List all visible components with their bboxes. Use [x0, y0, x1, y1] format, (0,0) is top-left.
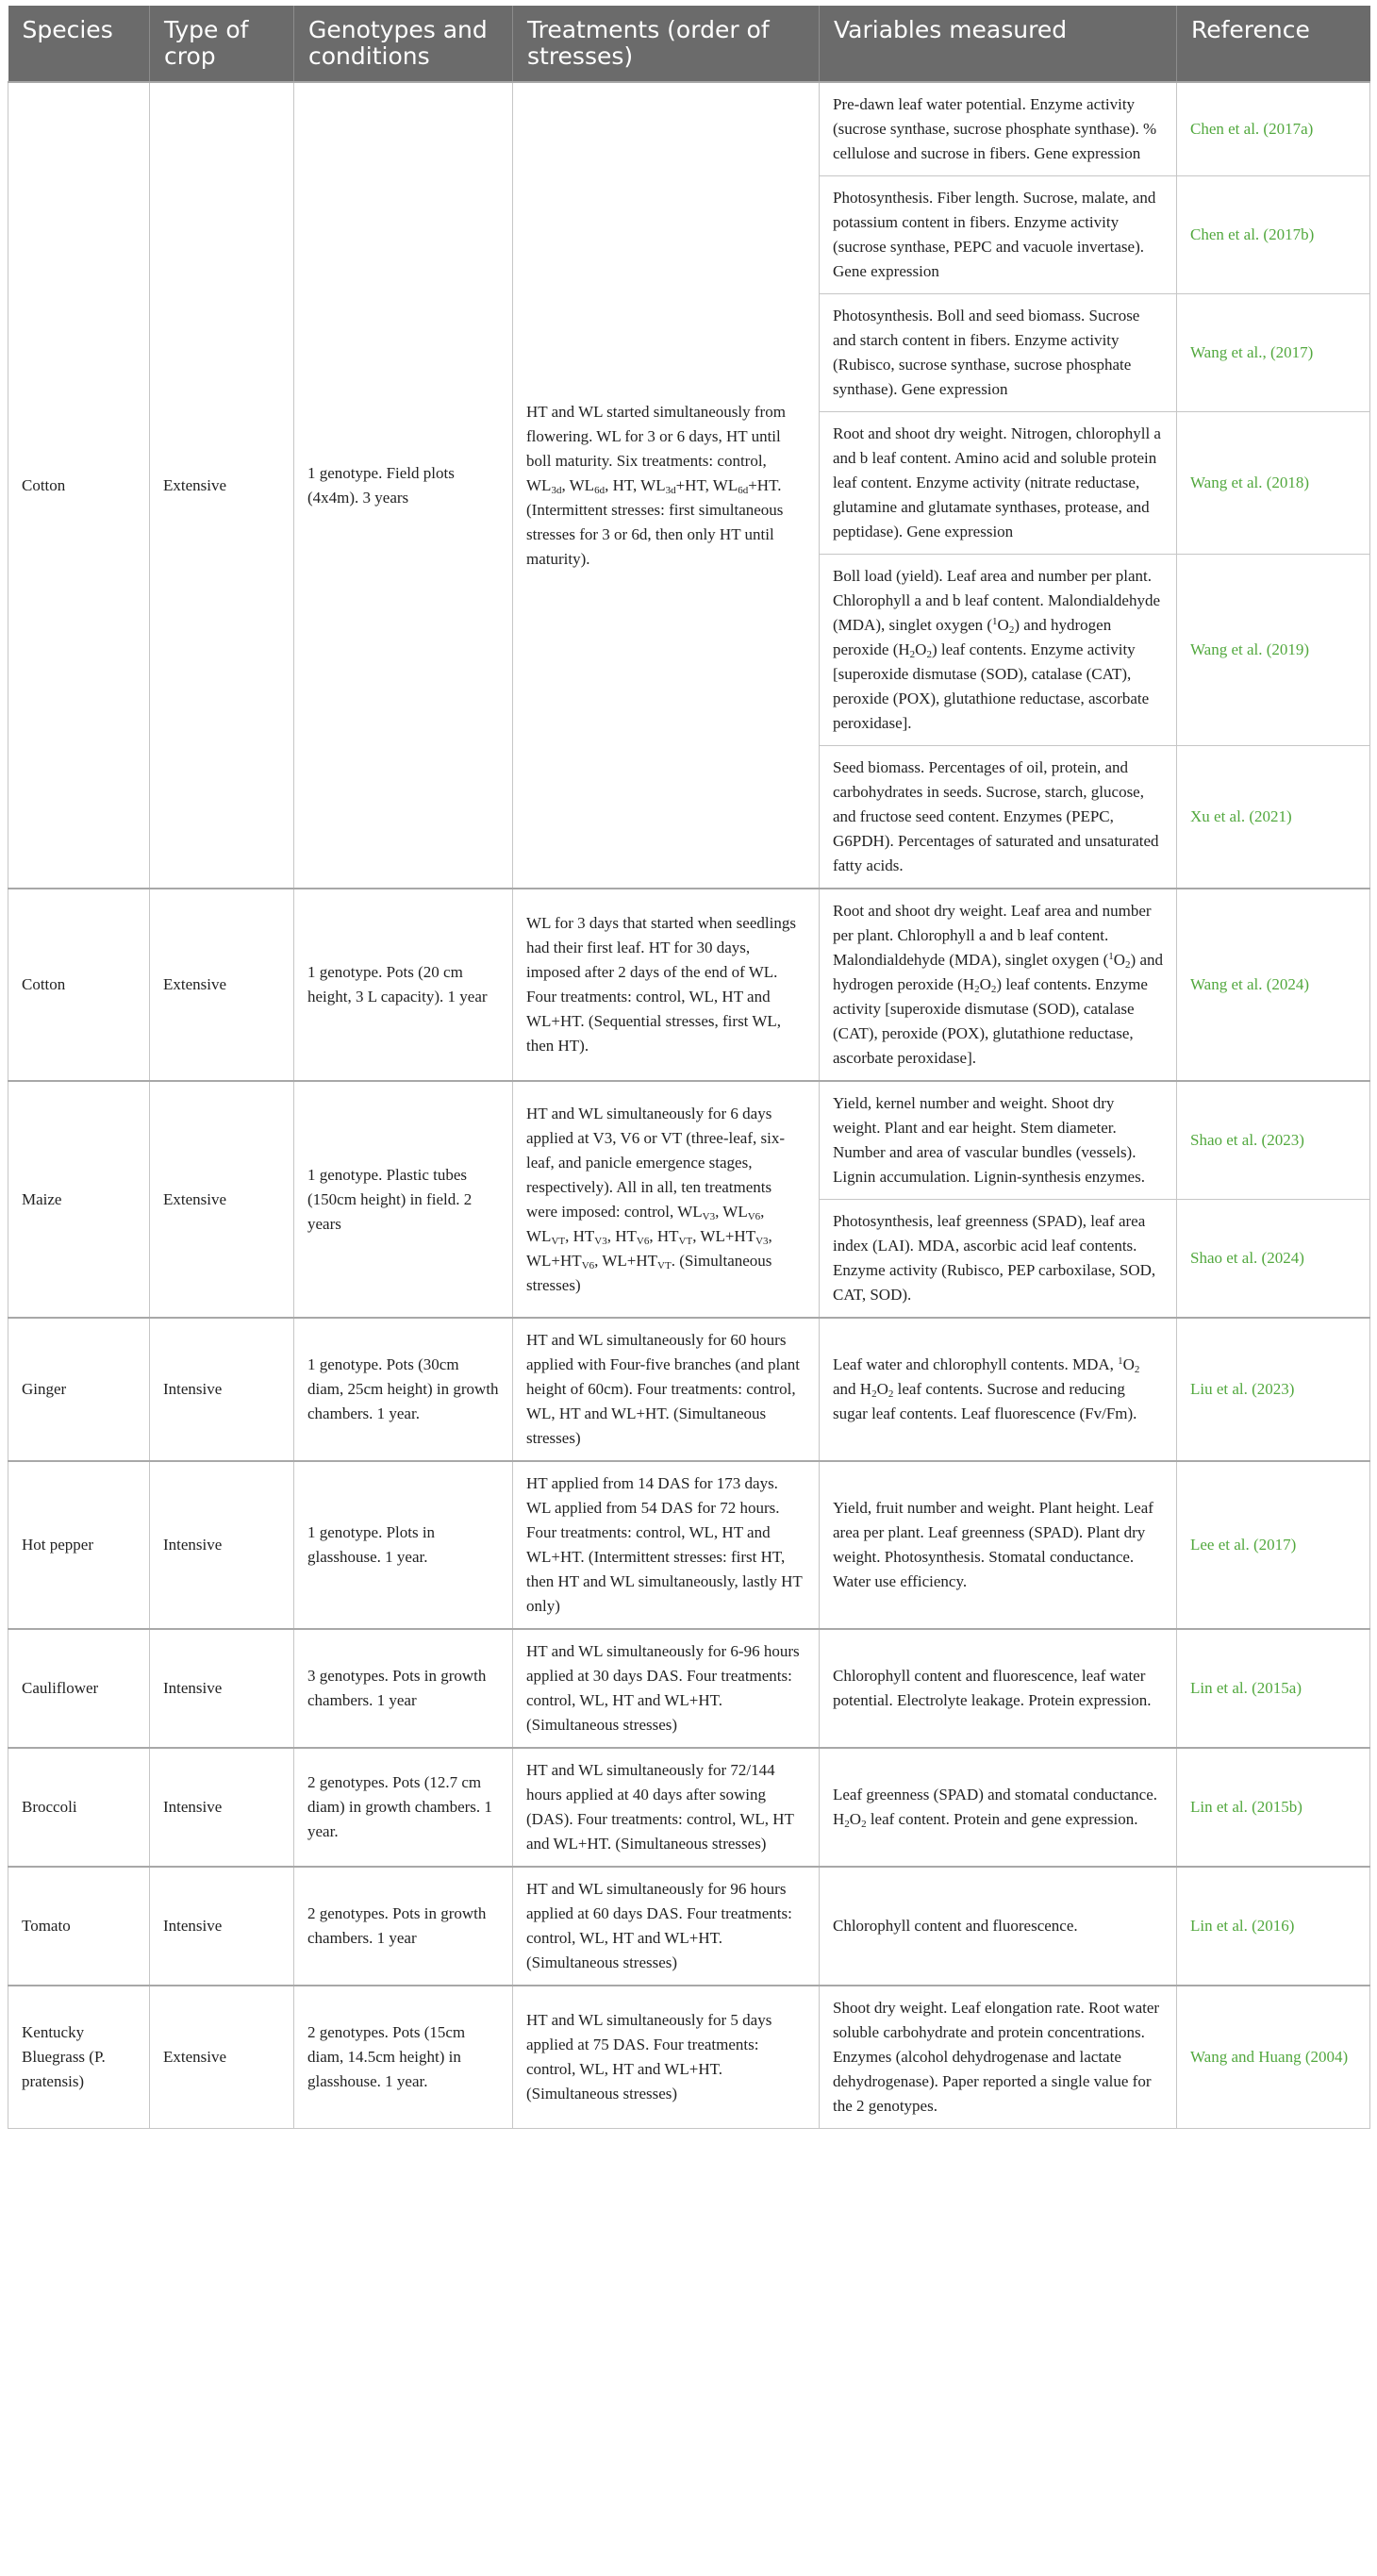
genotypes-cell: 2 genotypes. Pots in growth chambers. 1 year	[294, 1867, 513, 1986]
species-cell: Cotton	[8, 889, 150, 1081]
table-row	[8, 889, 1370, 1081]
genotypes-cell: 1 genotype. Plots in glasshouse. 1 year.	[294, 1461, 513, 1629]
reference-link[interactable]: Xu et al. (2021)	[1177, 746, 1370, 889]
table-row	[8, 1461, 1370, 1629]
header-crop-type[interactable]: Type of crop	[150, 6, 294, 82]
reference-link[interactable]: Wang et al. (2018)	[1177, 412, 1370, 555]
variables-cell: Photosynthesis, leaf greenness (SPAD), leaf area index (LAI). MDA, ascorbic acid leaf contents. Enzyme activity (Rubisco, PEP carboxilase, SOD, CAT, SOD).	[820, 1200, 1177, 1319]
reference-link[interactable]: Wang et al. (2019)	[1177, 555, 1370, 746]
crop-type-cell: Intensive	[150, 1629, 294, 1748]
reference-link[interactable]: Liu et al. (2023)	[1177, 1318, 1370, 1461]
variables-cell: Leaf greenness (SPAD) and stomatal conductance. $H_2O_2$ leaf content. Protein and gene expression.	[820, 1748, 1177, 1867]
variables-cell: Yield, kernel number and weight. Shoot dry weight. Plant and ear height. Stem diameter. Number and area of vascular bundles (vessels). Lignin accumulation. Lignin-synthesis enzymes.	[820, 1081, 1177, 1200]
table-row	[8, 82, 1370, 176]
header-variables[interactable]: Variables measured	[820, 6, 1177, 82]
variables-cell: Pre-dawn leaf water potential. Enzyme activity (sucrose synthase, sucrose phosphate synthase). % cellulose and sucrose in fibers. Gene expression	[820, 82, 1177, 176]
header-species[interactable]: Species	[8, 6, 150, 82]
treatments-cell: WL for 3 days that started when seedlings had their first leaf. HT for 30 days, imposed after 2 days of the end of WL. Four treatments: control, WL, HT and WL+HT. (Sequential stresses, first WL, then HT).	[513, 889, 820, 1081]
table-row	[8, 1748, 1370, 1867]
crop-type-cell: Extensive	[150, 1081, 294, 1318]
reference-link[interactable]: Shao et al. (2023)	[1177, 1081, 1370, 1200]
reference-link[interactable]: Lin et al. (2015a)	[1177, 1629, 1370, 1748]
table-row	[8, 1867, 1370, 1986]
reference-link[interactable]: Wang and Huang (2004)	[1177, 1986, 1370, 2129]
reference-link[interactable]: Chen et al. (2017a)	[1177, 82, 1370, 176]
reference-link[interactable]: Lee et al. (2017)	[1177, 1461, 1370, 1629]
treatments-cell: HT and WL simultaneously for 72/144 hours applied at 40 days after sowing (DAS). Four treatments: control, WL, HT and WL+HT. (Simultaneous stresses)	[513, 1748, 820, 1867]
reference-link[interactable]: Wang et al., (2017)	[1177, 294, 1370, 412]
genotypes-cell: 1 genotype. Pots (20 cm height, 3 L capacity). 1 year	[294, 889, 513, 1081]
crop-type-cell: Intensive	[150, 1867, 294, 1986]
table-row	[8, 1318, 1370, 1461]
species-cell: Cauliflower	[8, 1629, 150, 1748]
table-row	[8, 1629, 1370, 1748]
variables-cell: Boll load (yield). Leaf area and number per plant. Chlorophyll a and b leaf content. Malondialdehyde (MDA), singlet oxygen $(^1O_2)$ and hydrogen peroxide $(H_2O_2)$ leaf contents. Enzyme activity [superoxide dismutase (SOD), catalase (CAT), peroxide (POX), glutathione reductase, ascorbate peroxidase].	[820, 555, 1177, 746]
species-cell: Ginger	[8, 1318, 150, 1461]
species-cell: Maize	[8, 1081, 150, 1318]
header-treatments[interactable]: Treatments (order of stresses)	[513, 6, 820, 82]
genotypes-cell: 1 genotype. Pots (30cm diam, 25cm height) in growth chambers. 1 year.	[294, 1318, 513, 1461]
crop-type-cell: Intensive	[150, 1748, 294, 1867]
variables-cell: Leaf water and chlorophyll contents. MDA, $^1O_2$ and $H_2O_2$ leaf contents. Sucrose and reducing sugar leaf contents. Leaf fluorescence (Fv/Fm).	[820, 1318, 1177, 1461]
variables-cell: Root and shoot dry weight. Nitrogen, chlorophyll a and b leaf content. Amino acid and soluble protein leaf content. Enzyme activity (nitrate reductase, glutamine and glutamate synthases, protease, and peptidase). Gene expression	[820, 412, 1177, 555]
species-cell: Kentucky Bluegrass (P. pratensis)	[8, 1986, 150, 2129]
reference-link[interactable]: Lin et al. (2015b)	[1177, 1748, 1370, 1867]
header-genotypes[interactable]: Genotypes and conditions	[294, 6, 513, 82]
header-row	[8, 6, 1370, 82]
table-row	[8, 1081, 1370, 1200]
crop-type-cell: Extensive	[150, 82, 294, 889]
treatments-cell: HT and WL started simultaneously from flowering. WL for 3 or 6 days, HT until boll maturity. Six treatments: control, $WL_{3d}$, $WL_{6d}$, HT, $WL_{3d}+HT$, $WL_{6d}+HT$. (Intermittent stresses: first simultaneous stresses for 3 or 6d, then only HT until maturity).	[513, 82, 820, 889]
table-container	[8, 6, 1369, 2129]
variables-cell: Yield, fruit number and weight. Plant height. Leaf area per plant. Leaf greenness (SPAD). Plant dry weight. Photosynthesis. Stomatal conductance. Water use efficiency.	[820, 1461, 1177, 1629]
genotypes-cell: 1 genotype. Field plots (4x4m). 3 years	[294, 82, 513, 889]
crop-type-cell: Intensive	[150, 1461, 294, 1629]
reference-link[interactable]: Wang et al. (2024)	[1177, 889, 1370, 1081]
header-reference[interactable]: Reference	[1177, 6, 1370, 82]
species-cell: Cotton	[8, 82, 150, 889]
treatments-cell: HT and WL simultaneously for 60 hours applied with Four-five branches (and plant height of 60cm). Four treatments: control, WL, HT and WL+HT. (Simultaneous stresses)	[513, 1318, 820, 1461]
genotypes-cell: 3 genotypes. Pots in growth chambers. 1 year	[294, 1629, 513, 1748]
treatments-cell: HT and WL simultaneously for 6 days applied at V3, V6 or VT (three-leaf, six-leaf, and panicle emergence stages, respectively). All in all, ten treatments were imposed: control, $WL_{V3}$, $WL_{V6}$, $WL_{VT}$, $HT_{V3}$, $HT_{V6}$, $HT_{VT}$, $WL+HT_{V3}$, $WL+HT_{V6}$, $WL+HT_{VT}$. (Simultaneous stresses)	[513, 1081, 820, 1318]
variables-cell: Photosynthesis. Fiber length. Sucrose, malate, and potassium content in fibers. Enzyme activity (sucrose synthase, PEPC and vacuole invertase). Gene expression	[820, 176, 1177, 294]
crop-type-cell: Intensive	[150, 1318, 294, 1461]
crop-type-cell: Extensive	[150, 1986, 294, 2129]
reference-link[interactable]: Lin et al. (2016)	[1177, 1867, 1370, 1986]
genotypes-cell: 1 genotype. Plastic tubes (150cm height) in field. 2 years	[294, 1081, 513, 1318]
treatments-cell: HT and WL simultaneously for 6-96 hours applied at 30 days DAS. Four treatments: control, WL, HT and WL+HT. (Simultaneous stresses)	[513, 1629, 820, 1748]
species-cell: Hot pepper	[8, 1461, 150, 1629]
variables-cell: Chlorophyll content and fluorescence.	[820, 1867, 1177, 1986]
stress-studies-table	[8, 6, 1370, 2129]
crop-type-cell: Extensive	[150, 889, 294, 1081]
variables-cell: Root and shoot dry weight. Leaf area and number per plant. Chlorophyll a and b leaf content. Malondialdehyde (MDA), singlet oxygen $(^1O_2)$ and hydrogen peroxide $(H_2O_2)$ leaf contents. Enzyme activity [superoxide dismutase (SOD), catalase (CAT), peroxide (POX), glutathione reductase, ascorbate peroxidase].	[820, 889, 1177, 1081]
variables-cell: Seed biomass. Percentages of oil, protein, and carbohydrates in seeds. Sucrose, starch, glucose, and fructose seed content. Enzymes (PEPC, G6PDH). Percentages of saturated and unsaturated fatty acids.	[820, 746, 1177, 889]
species-cell: Broccoli	[8, 1748, 150, 1867]
variables-cell: Shoot dry weight. Leaf elongation rate. Root water soluble carbohydrate and protein concentrations. Enzymes (alcohol dehydrogenase and lactate dehydrogenase). Paper reported a single value for the 2 genotypes.	[820, 1986, 1177, 2129]
genotypes-cell: 2 genotypes. Pots (15cm diam, 14.5cm height) in glasshouse. 1 year.	[294, 1986, 513, 2129]
treatments-cell: HT applied from 14 DAS for 173 days. WL applied from 54 DAS for 72 hours. Four treatments: control, WL, HT and WL+HT. (Intermittent stresses: first HT, then HT and WL simultaneously, lastly HT only)	[513, 1461, 820, 1629]
species-cell: Tomato	[8, 1867, 150, 1986]
variables-cell: Chlorophyll content and fluorescence, leaf water potential. Electrolyte leakage. Protein expression.	[820, 1629, 1177, 1748]
reference-link[interactable]: Chen et al. (2017b)	[1177, 176, 1370, 294]
table-row	[8, 1986, 1370, 2129]
genotypes-cell: 2 genotypes. Pots (12.7 cm diam) in growth chambers. 1 year.	[294, 1748, 513, 1867]
reference-link[interactable]: Shao et al. (2024)	[1177, 1200, 1370, 1319]
table-body	[8, 82, 1370, 2129]
treatments-cell: HT and WL simultaneously for 96 hours applied at 60 days DAS. Four treatments: control, WL, HT and WL+HT. (Simultaneous stresses)	[513, 1867, 820, 1986]
variables-cell: Photosynthesis. Boll and seed biomass. Sucrose and starch content in fibers. Enzyme activity (Rubisco, sucrose synthase, sucrose phosphate synthase). Gene expression	[820, 294, 1177, 412]
treatments-cell: HT and WL simultaneously for 5 days applied at 75 DAS. Four treatments: control, WL, HT and WL+HT. (Simultaneous stresses)	[513, 1986, 820, 2129]
